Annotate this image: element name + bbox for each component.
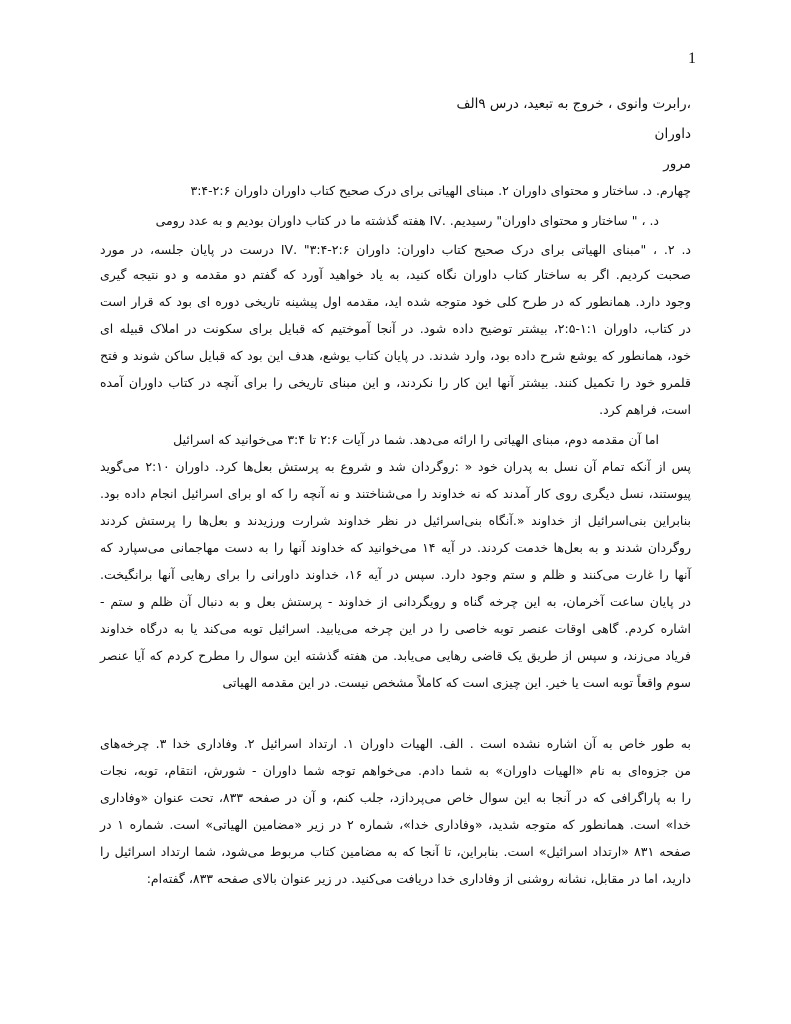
paragraph1-line: د. ۲. ، "مبنای الهیاتی برای درک صحیح کتاب داوران: داوران ۲:۶-۳:۴" .IV درست در پایان جلسه، در مورد — [100, 242, 691, 257]
paragraph2-line: اما آن مقدمه دوم، مبنای الهیاتی را ارائه می‌دهد. شما در آیات ۲:۶ تا ۳:۴ می‌خوانید که اسرائیل — [173, 432, 659, 447]
paragraph3-line: من جزوه‌ای به نام «الهیات داوران» به شما دادم. می‌خواهم توجه شما داوران - شورش، انتقام، توبه، نجات — [100, 763, 691, 778]
review-label: مرور — [663, 156, 691, 172]
paragraph1-line: د. ، " ساختار و محتوای داوران" رسیدیم. .IV هفته گذشته ما در کتاب داوران بودیم و به عدد رومی — [155, 213, 659, 228]
page-number: 1 — [688, 50, 696, 67]
paragraph2-line: روگردان شدند و به بعل‌ها خدمت کردند. در آیه ۱۴ می‌خوانید که خداوند آنها را به دست مهاجمانی می‌سپارد که — [100, 540, 692, 555]
paragraph2-line: در پایان ساعت آخرمان، به این چرخه گناه و رویگردانی از خداوند - پرستش بعل و به دنبال آن ظلم و ستم - — [100, 594, 691, 609]
paragraph2-line: سوم واقعاً توبه است یا خیر. این چیزی است که کاملاً مشخص نیست. در این مقدمه الهیاتی — [222, 675, 691, 690]
lesson-title: ،رابرت وانوی ، خروج به تبعید، درس ۹الف — [456, 96, 691, 112]
paragraph1-line: در کتاب، داوران ۱:۱-۲:۵، بیشتر توضیح داده شود. در آنجا آموختیم که قبایل برای سکونت در املاک قبیله ای — [100, 321, 691, 336]
paragraph3-line: به طور خاص به آن اشاره نشده است . الف. الهیات داوران ۱. ارتداد اسرائیل ۲. وفاداری خدا ۳. چرخه‌های — [100, 736, 691, 751]
book-title: داوران — [654, 126, 691, 142]
paragraph3-line: صفحه ۸۳۱ «ارتداد اسرائیل» است. بنابراین، تا آنجا که به مضامین کتاب مربوط می‌شود، شما ارتداد اسرائیل را — [100, 844, 692, 859]
paragraph3-line: را به پاراگرافی که در آنجا به این سوال خاص می‌پردازد، جلب کنم، و آن در صفحه ۸۳۳، تحت عنوان «وفاداری — [100, 790, 691, 805]
paragraph1-line: صحبت کردیم. اگر به ساختار کتاب داوران نگاه کنید، به یاد خواهید آورد که گفتم دو مقدمه و دو نتیجه گیری — [100, 267, 691, 282]
paragraph2-line: پیوستند، نسل دیگری روی کار آمدند که نه خداوند را می‌شناختند و نه آنچه را که او برای اسرائیل انجام داده بود. — [100, 486, 691, 501]
paragraph1-line: است، فراهم کرد. — [599, 402, 691, 417]
paragraph1-line: خود، همانطور که یوشع شرح داده بود، وارد شدند. در پایان کتاب یوشع، هدف این بود که قبایل ساکن شوند و فتح — [100, 348, 691, 363]
paragraph2-line: بنابراین بنی‌اسرائیل از خداوند «.آنگاه بنی‌اسرائیل در نظر خداوند شرارت ورزیدند و بعل‌ها را پرستش کردند — [100, 513, 691, 528]
paragraph2-line: فریاد می‌زند، و سپس از طریق یک قاضی رهایی می‌یابد. من هفته گذشته این سوال را مطرح کردم که آیا عنصر — [100, 648, 691, 663]
paragraph2-line: پس از آنکه تمام آن نسل به پدران خود « :روگردان شد و شروع به پرستش بعل‌ها کرد. داوران ۲:۱۰ می‌گوید — [100, 459, 692, 474]
paragraph1-line: وجود دارد. همانطور که در طرح کلی خود متوجه شده اید، مقدمه اول پیشینه تاریخی دوره ای بود که قرار است — [100, 294, 691, 309]
section-heading: چهارم. د. ساختار و محتوای داوران ۲. مبنای الهیاتی برای درک صحیح کتاب داوران داوران ۲:۶-۳:۴ — [190, 183, 691, 198]
paragraph2-line: اشاره کردم. گاهی اوقات عنصر توبه خاصی را در این چرخه می‌یابید. اسرائیل توبه می‌کند یا به درگاه خداوند — [100, 621, 691, 636]
paragraph2-line: آنها را غارت می‌کنند و ظلم و ستم وجود دارد. سپس در آیه ۱۶، خداوند داورانی را برای رهایی آنها برانگیخت. — [100, 567, 692, 582]
paragraph1-line: قلمرو خود را تکمیل کنند. بیشتر آنها این کار را نکردند، و این مبنای تاریخی را برای آنچه در کتاب داوران آمده — [100, 375, 691, 390]
paragraph3-line: خدا» است. همانطور که متوجه شدید، «وفاداری خدا»، شماره ۲ در زیر «مضامین الهیاتی» است. شماره ۱ در — [100, 817, 692, 832]
paragraph3-line: دارید، اما در مقابل، نشانه روشنی از وفاداری خدا دریافت می‌کنید. در زیر عنوان بالای صفحه ۸۳۳، گفته‌ام: — [146, 871, 691, 886]
